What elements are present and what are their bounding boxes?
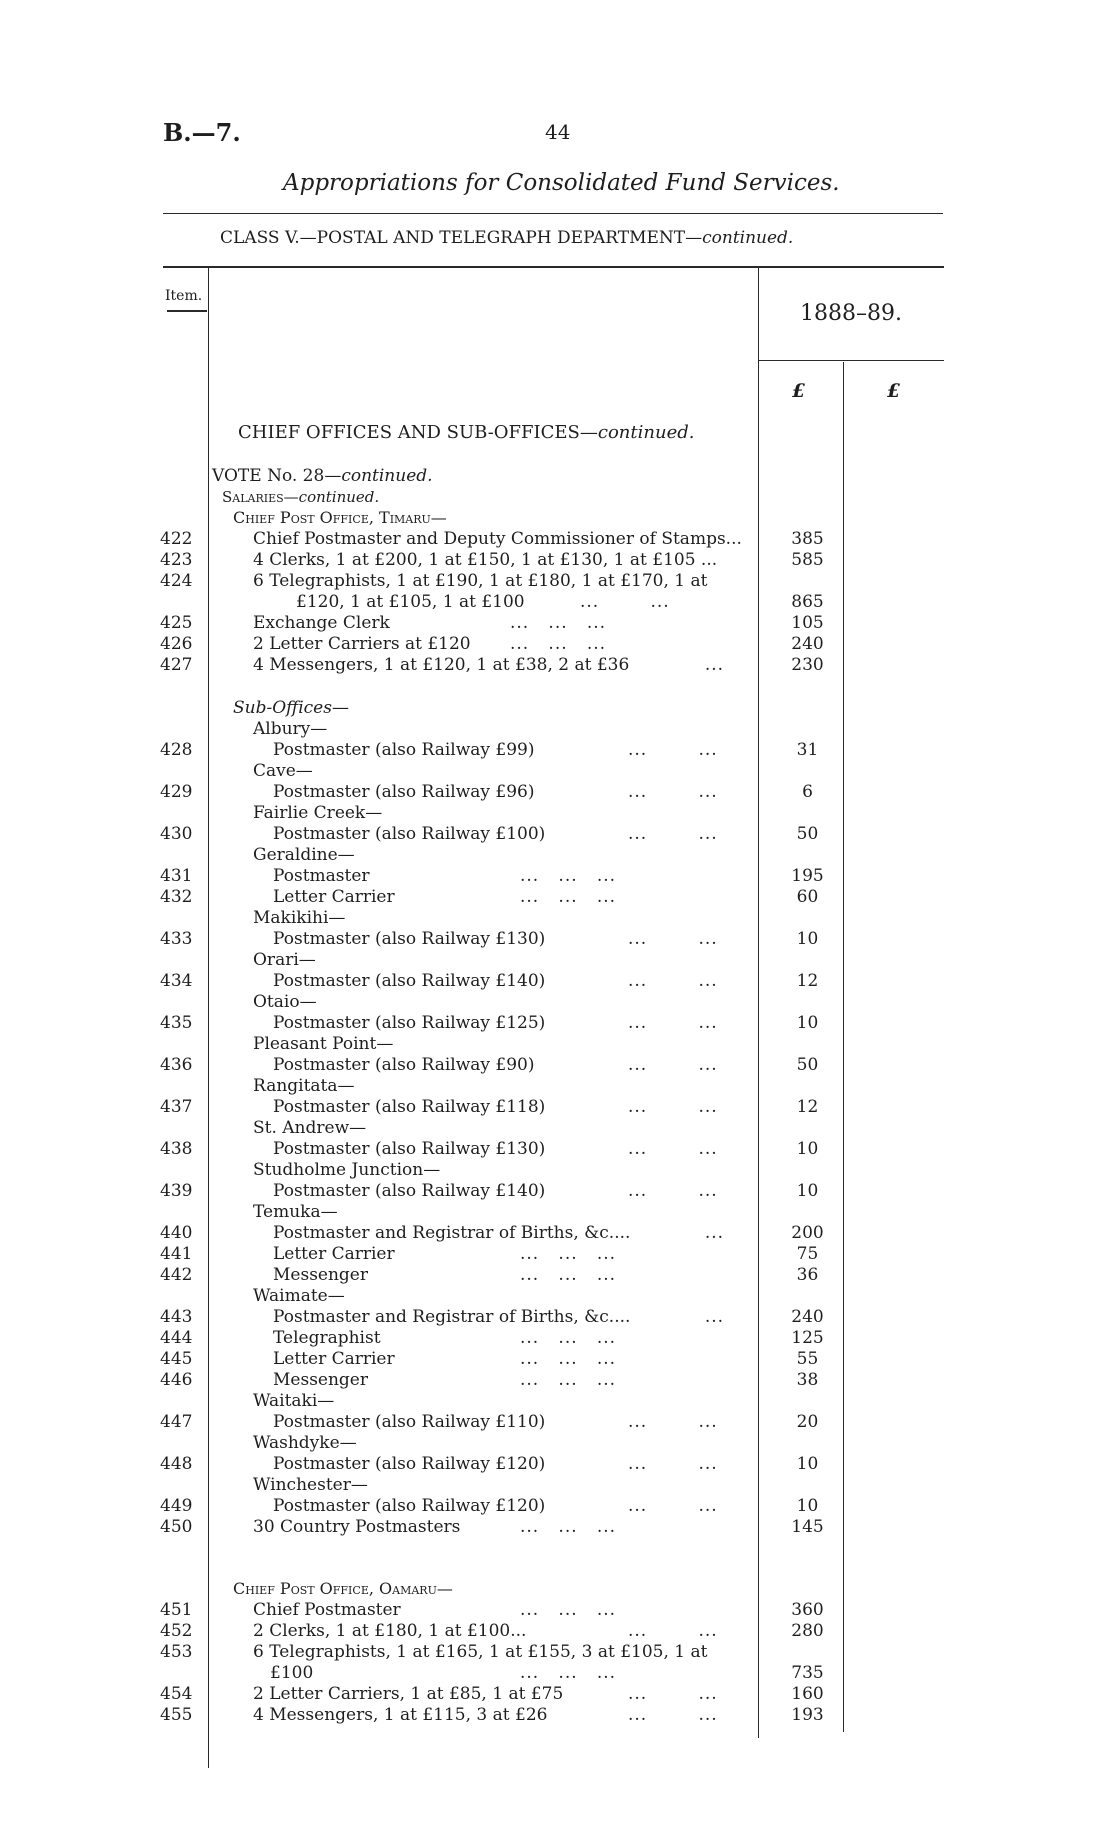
item-number: 427 [160,655,193,675]
place-name: Fairlie Creek— [253,803,383,823]
place-row [0,1159,1114,1181]
section-title-text: CHIEF OFFICES AND SUB-OFFICES— [238,422,598,443]
leader-dots: ... ... ... [510,634,607,654]
item-number: 425 [160,613,193,633]
item-description: Postmaster (also Railway £140) [273,1181,546,1201]
class-heading [220,228,793,248]
item-number: 442 [160,1265,193,1285]
item-description: Chief Postmaster and Deputy Commissioner of Stamps... [253,529,742,549]
item-amount: 55 [796,1349,819,1369]
item-number: 438 [160,1139,193,1159]
table-row [0,528,1114,550]
table-row [0,1054,1114,1076]
item-description: Postmaster (also Railway £100) [273,824,546,844]
salaries-heading-suffix: continued. [298,488,380,506]
leader-dots: ... ... [628,1454,718,1474]
place-name: Waimate— [253,1286,345,1306]
item-description: Chief Postmaster [253,1600,401,1620]
oamaru-heading: Chief Post Office, Oamaru— [233,1579,453,1598]
place-row [0,718,1114,740]
item-number: 443 [160,1307,193,1327]
table-row [0,591,1114,613]
item-description: 4 Messengers, 1 at £115, 3 at £26 [253,1705,548,1725]
table-row [0,1411,1114,1433]
place-row [0,1474,1114,1496]
item-amount: 10 [796,1139,819,1159]
item-description: Letter Carrier [273,1349,395,1369]
item-amount: 60 [796,887,819,907]
item-amount: 145 [791,1517,824,1537]
item-description: Messenger [273,1370,368,1390]
currency-symbol-2: £ [887,380,901,402]
leader-dots: ... ... ... [520,1517,617,1537]
item-number: 444 [160,1328,193,1348]
table-row [0,1662,1114,1684]
item-number: 451 [160,1600,193,1620]
item-number: 426 [160,634,193,654]
place-name: Albury— [253,719,328,739]
item-amount: 31 [796,740,819,760]
leader-dots: ... ... [628,782,718,802]
place-row [0,991,1114,1013]
item-description: Postmaster (also Railway £99) [273,740,535,760]
item-number: 432 [160,887,193,907]
item-number: 424 [160,571,193,591]
leader-dots: ... ... [628,824,718,844]
item-amount: 38 [796,1370,819,1390]
item-amount: 193 [791,1705,824,1725]
table-row [0,1369,1114,1391]
item-description: 4 Clerks, 1 at £200, 1 at £150, 1 at £130, 1 at £105 ... [253,550,718,570]
place-row [0,1033,1114,1055]
leader-dots: ... ... [628,971,718,991]
place-row [0,1201,1114,1223]
leader-dots: ... ... ... [520,1600,617,1620]
place-name: Rangitata— [253,1076,355,1096]
item-description: £100 [270,1663,314,1683]
table-row [0,654,1114,676]
item-amount: 240 [791,634,824,654]
table-row [0,633,1114,655]
table-row [0,1599,1114,1621]
place-row [0,1075,1114,1097]
item-number: 436 [160,1055,193,1075]
item-amount: 6 [802,782,813,802]
item-description: Postmaster (also Railway £96) [273,782,535,802]
leader-dots: ... ... [628,1496,718,1516]
currency-symbol-1: £ [792,380,806,402]
leader-dots: ... [660,1307,725,1327]
place-name: Waitaki— [253,1391,335,1411]
place-name: Temuka— [253,1202,338,1222]
table-top-rule [163,266,944,268]
item-description: Postmaster [273,866,370,886]
item-description: Telegraphist [273,1328,381,1348]
item-header-underline [167,310,207,312]
item-description: 6 Telegraphists, 1 at £165, 1 at £155, 3 at £105, 1 at [253,1642,708,1662]
leader-dots: ... ... ... [520,1328,617,1348]
item-amount: 105 [791,613,824,633]
table-row [0,781,1114,803]
table-row [0,970,1114,992]
item-number: 428 [160,740,193,760]
item-amount: 865 [791,592,824,612]
salaries-heading [222,486,379,508]
item-number: 435 [160,1013,193,1033]
place-name: St. Andrew— [253,1118,367,1138]
item-description: Postmaster (also Railway £130) [273,1139,546,1159]
item-number: 422 [160,529,193,549]
table-row [0,1620,1114,1642]
item-description: 6 Telegraphists, 1 at £190, 1 at £180, 1 at £170, 1 at [253,571,708,591]
item-number: 434 [160,971,193,991]
item-amount: 50 [796,824,819,844]
item-amount: 10 [796,929,819,949]
leader-dots: ... ... [628,1705,718,1725]
item-amount: 200 [791,1223,824,1243]
place-row [0,1390,1114,1412]
page-number: 44 [545,120,571,144]
item-amount: 195 [791,866,824,886]
item-amount: 10 [796,1454,819,1474]
vote-heading-suffix: continued. [341,466,433,486]
item-amount: 75 [796,1244,819,1264]
table-row [0,1516,1114,1538]
item-description: Postmaster (also Railway £118) [273,1097,546,1117]
item-amount: 585 [791,550,824,570]
item-description: 2 Letter Carriers, 1 at £85, 1 at £75 [253,1684,564,1704]
item-description: Exchange Clerk [253,613,390,633]
item-number: 449 [160,1496,193,1516]
year-header: 1888–89. [800,301,902,326]
leader-dots: ... ... [628,929,718,949]
table-row [0,1683,1114,1705]
item-number: 431 [160,866,193,886]
item-number: 445 [160,1349,193,1369]
leader-dots: ... ... ... [520,866,617,886]
item-number: 430 [160,824,193,844]
table-row [0,1348,1114,1370]
item-number: 440 [160,1223,193,1243]
item-description: Postmaster (also Railway £120) [273,1454,546,1474]
table-row [0,1327,1114,1349]
leader-dots: ... ... [628,1412,718,1432]
table-row [0,612,1114,634]
item-amount: 20 [796,1412,819,1432]
table-row [0,1641,1114,1663]
class-heading-suffix: continued. [702,228,794,248]
leader-dots: ... ... [628,1181,718,1201]
place-row [0,1117,1114,1139]
item-number: 455 [160,1705,193,1725]
leader-dots: ... ... [628,1684,718,1704]
item-description: Postmaster and Registrar of Births, &c.... [273,1223,631,1243]
place-name: Washdyke— [253,1433,357,1453]
item-amount: 160 [791,1684,824,1704]
item-number: 448 [160,1454,193,1474]
item-description: Postmaster (also Railway £110) [273,1412,546,1432]
item-number: 437 [160,1097,193,1117]
item-amount: 385 [791,529,824,549]
item-amount: 125 [791,1328,824,1348]
item-description: Postmaster (also Railway £125) [273,1013,546,1033]
item-number: 450 [160,1517,193,1537]
place-name: Otaio— [253,992,317,1012]
place-row [0,760,1114,782]
salaries-heading-text: Salaries— [222,488,299,506]
item-description: Postmaster (also Railway £130) [273,929,546,949]
item-number: 447 [160,1412,193,1432]
item-description: Postmaster (also Railway £120) [273,1496,546,1516]
table-row [0,1243,1114,1265]
item-amount: 280 [791,1621,824,1641]
leader-dots: ... ... [628,1621,718,1641]
place-name: Orari— [253,950,316,970]
item-amount: 10 [796,1181,819,1201]
item-amount: 10 [796,1496,819,1516]
leader-dots: ... ... [628,1055,718,1075]
table-row [0,549,1114,571]
table-row [0,1180,1114,1202]
table-row [0,1096,1114,1118]
item-column-header: Item. [165,288,203,304]
item-amount: 12 [796,971,819,991]
item-description: Messenger [273,1265,368,1285]
title-rule [163,213,943,214]
leader-dots: ... ... ... [520,1370,617,1390]
item-number: 433 [160,929,193,949]
item-amount: 50 [796,1055,819,1075]
item-description: Postmaster (also Railway £140) [273,971,546,991]
place-name: Cave— [253,761,313,781]
place-row [0,949,1114,971]
section-title [238,422,694,444]
item-description: Postmaster and Registrar of Births, &c.... [273,1307,631,1327]
table-row [0,1306,1114,1328]
place-row [0,907,1114,929]
leader-dots: ... ... [628,1097,718,1117]
table-row [0,1453,1114,1475]
item-amount: 36 [796,1265,819,1285]
table-row [0,823,1114,845]
item-number: 446 [160,1370,193,1390]
sub-offices-heading: Sub-Offices— [233,698,349,718]
timaru-heading: Chief Post Office, Timaru— [233,508,447,527]
leader-dots: ... [660,1223,725,1243]
table-row [0,739,1114,761]
table-row [0,1222,1114,1244]
item-description: Letter Carrier [273,1244,395,1264]
item-number: 423 [160,550,193,570]
vote-heading [212,465,433,487]
item-amount: 735 [791,1663,824,1683]
table-row [0,1704,1114,1726]
place-name: Makikihi— [253,908,346,928]
leader-dots: ... ... ... [510,613,607,633]
item-number: 453 [160,1642,193,1662]
place-row [0,802,1114,824]
place-name: Winchester— [253,1475,368,1495]
leader-dots: ... ... ... [520,1663,617,1683]
item-description: £120, 1 at £105, 1 at £100 [296,592,525,612]
table-row [0,1012,1114,1034]
place-row [0,844,1114,866]
item-number: 441 [160,1244,193,1264]
class-heading-text: CLASS V.—POSTAL AND TELEGRAPH DEPARTMENT— [220,228,703,248]
item-number: 429 [160,782,193,802]
table-row [0,1495,1114,1517]
item-amount: 12 [796,1097,819,1117]
place-name: Geraldine— [253,845,355,865]
leader-dots: ... ... ... [520,1349,617,1369]
item-amount: 360 [791,1600,824,1620]
item-description: 2 Letter Carriers at £120 [253,634,471,654]
item-number: 454 [160,1684,193,1704]
place-name: Studholme Junction— [253,1160,441,1180]
item-description: 30 Country Postmasters [253,1517,461,1537]
item-description: 4 Messengers, 1 at £120, 1 at £38, 2 at £36 [253,655,630,675]
leader-dots: ... [660,655,725,675]
leader-dots: ... ... ... [520,1265,617,1285]
table-row [0,928,1114,950]
document-reference: B.—7. [163,118,241,147]
leader-dots: ... ... [580,592,670,612]
item-amount: 240 [791,1307,824,1327]
leader-dots: ... ... [628,1139,718,1159]
item-amount: 10 [796,1013,819,1033]
place-name: Pleasant Point— [253,1034,394,1054]
item-description: 2 Clerks, 1 at £180, 1 at £100... [253,1621,527,1641]
item-number: 452 [160,1621,193,1641]
item-number: 439 [160,1181,193,1201]
item-amount: 230 [791,655,824,675]
section-title-suffix: continued. [597,422,695,443]
table-row [0,865,1114,887]
place-row [0,1285,1114,1307]
item-description: Postmaster (also Railway £90) [273,1055,535,1075]
year-header-rule [758,360,944,361]
leader-dots: ... ... [628,1013,718,1033]
leader-dots: ... ... ... [520,887,617,907]
vote-heading-text: VOTE No. 28— [212,466,342,486]
leader-dots: ... ... [628,740,718,760]
leader-dots: ... ... ... [520,1244,617,1264]
table-row [0,1138,1114,1160]
place-row [0,1432,1114,1454]
table-row [0,1264,1114,1286]
table-row [0,570,1114,592]
table-row [0,886,1114,908]
page-title: Appropriations for Consolidated Fund Services. [283,170,840,196]
item-description: Letter Carrier [273,887,395,907]
